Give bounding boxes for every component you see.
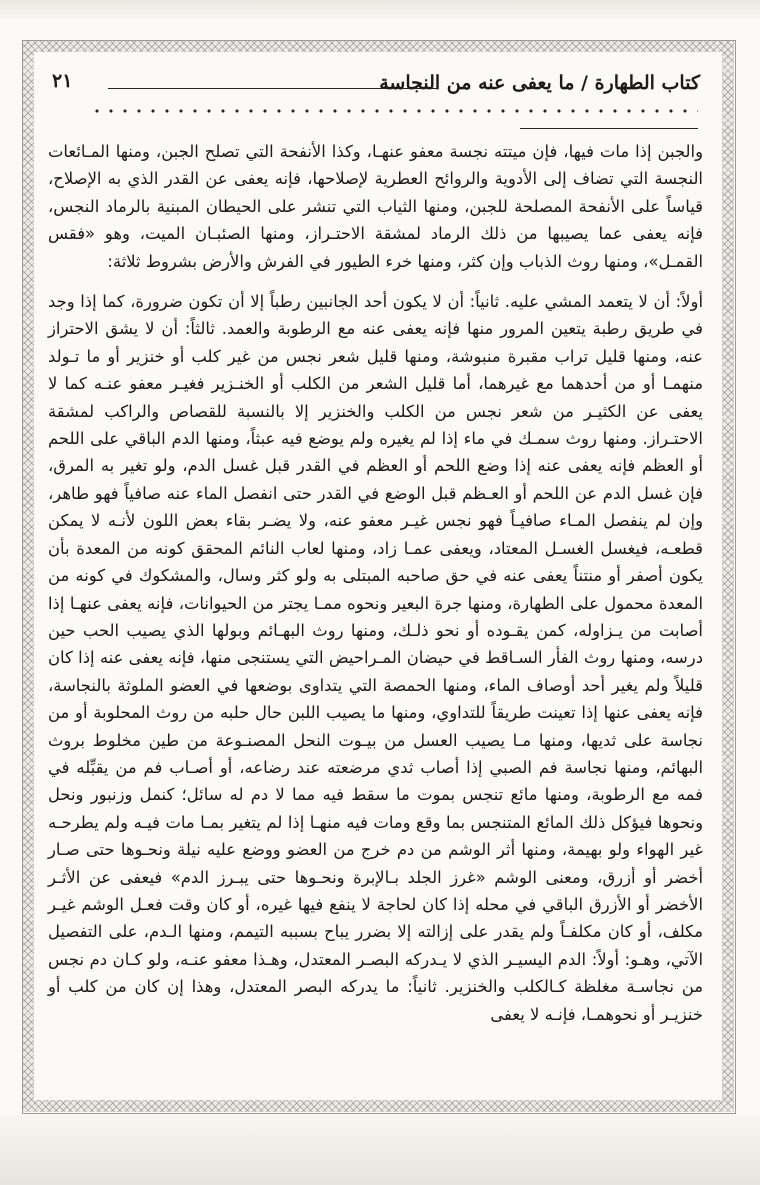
- paragraph-1: والجبن إذا مات فيها، فإن ميتته نجسة معفو عنهـا، وكذا الأنفحة التي تصلح الجبن، ومنها المـائعات النجسة التي تضاف إلى الأدوية والروائح العطرية لإصلاحها، فإنه يعفى عن القدر الذي به الإصلاح، قياساً على الأنفحة المصلحة للجبن، ومنها الثياب التي تنشر على الحيطان المبنية بالرماد النجس، فإنه يعفى عما يصيبها من ذلك الرماد لمشقة الاحتـراز، ومنها الصئبـان الميت، وهو «فقس القمـل»، ومنها روث الذباب وإن كثر، ومنها خرء الطيور في الفرش والأرض بشروط ثلاثة:: [48, 142, 703, 271]
- scan-edge-top: [0, 0, 760, 18]
- header-underline: [520, 128, 698, 129]
- page-header: [52, 66, 700, 100]
- running-title: كتاب الطهارة / ما يعفى عنه من النجاسة: [379, 72, 700, 94]
- page-number: ٢١: [52, 70, 73, 92]
- dotted-separator: [90, 108, 698, 114]
- header-rule: [108, 88, 438, 89]
- body-text: [48, 138, 703, 1028]
- scan-edge-bottom: [0, 1115, 760, 1185]
- paragraph-2: أولاً: أن لا يتعمد المشي عليه. ثانياً: أن لا يكون أحد الجانبين رطباً إلا أن تكون ضرورة، كما إذا وجد في طريق رطبة يتعين المرور منها فإنه يعفى عنه مع الرطوبة والعمد. ثالثاً: أن لا يشق الاحتراز عنه، ومنها قليل تراب مقبرة منبوشة، ومنها قليل شعر نجس من غير كلب أو خنزير أو ما تـولد منهمـا أو من أحدهما مع غيرهما، أما قليل الشعر من الكلب أو الخنـزير فغيـر معفو عنـه كما لا يعفى عن الكثيـر من شعر نجس من الكلب والخنزير إلا بالنسبة للقصاص والراكب لمشقة الاحتـراز. ومنها روث سمـك في ماء إذا لم يغيره ولم يوضع فيه عبثاً، ومنها الدم الباقي على اللحم أو العظم فإنه يعفى عنه إذا وضع اللحم أو العظم في القدر قبل غسل الدم، ولو تغير به المرق، فإن غسل الدم عن اللحم أو العـظم قبل الوضع في القدر حتى انفصل الماء عنه صافياً فهو طاهر، وإن لم ينفصل المـاء صافيـاً فهو نجس غيـر معفو عنه، ولا يضـر بقاء بعض اللون لأنـه لا يمكن قطعـه، فيغسل الغسـل المعتاد، ويعفى عمـا زاد، ومنها لعاب النائم المحقق كونه من المعدة بأن يكون أصفر أو منتناً يعفى عنه في حق صاحبه المبتلى به ولو كثر وسال، والمشكوك في كونه من المعدة محمول على الطهارة، ومنها جرة البعير ونحوه ممـا يجتر من الحيوانات، فإنه يعفى عنهـا إذا أصابت من يـزاوله، كمن يقـوده أو نحو ذلـك، ومنها روث البهـائم وبولها الذي يصيب الحب حين درسه، ومنها روث الفأر السـاقط في حيضان المـراحيض التي يستنجى منها، فإنه يعفى عنه إذا كان قليلاً ولم يغير أحد أوصاف الماء، ومنها الحمصة التي يتداوى بوضعها في العضو الملوثة بالنجاسة، فإنه يعفى عنها إذا تعينت طريقاً للتداوي، ومنها ما يصيب اللبن حال حلبه من روث المحلوبة أو من نجاسة على ثديها، ومنها مـا يصيب العسل من بيـوت النحل المصنـوعة من طين مخلوط بروث البهائم، ومنها نجاسة فم الصبي إذا أصاب ثدي مرضعته عند رضاعه، أو أصـاب فم من يقبِّله في فمه مع الرطوبة، ومنها مائع تنجس بموت ما سقط فيه مما لا دم له سائل؛ كنمل وزنبور ونحل ونحوها فيؤكل ذلك المائع المتنجس بما وقع ومات فيه منهـا إذا لم يتغير بمـا مات فيـه ولم يطرحـه غير الهواء ولو بهيمة، ومنها أثر الوشم من دم خرج من العضو ووضع عليه نيلة ونحـوها حتى صـار أخضر أو أزرق، ومعنى الوشم «غرز الجلد بـالإبرة ونحـوها حتى يبـرز الدم» فيعفى عن الأثـر الأخضر أو الأزرق الباقي في محله إذا كان لحاجة لا ينفع فيها غيره، أو كان وقت فعـل الوشم غيـر مكلف، أو كان مكلفـاً ولم يقدر على إزالته إلا بضرر يباح بسببه التيمم، ومنها الـدم، على التفصيل الآتي، وهـو: أولاً: الدم اليسيـر الذي لا يـدركه البصـر المعتدل، وهـذا معفو عنـه، ولو كـان دم نجس من نجاسـة مغلظة كـالكلب والخنزير. ثانياً: ما يدركه البصر المعتدل، وهذا إن كان من كلب أو خنزيـر أو نحوهمـا، فإنـه لا يعفى: [48, 292, 703, 1024]
